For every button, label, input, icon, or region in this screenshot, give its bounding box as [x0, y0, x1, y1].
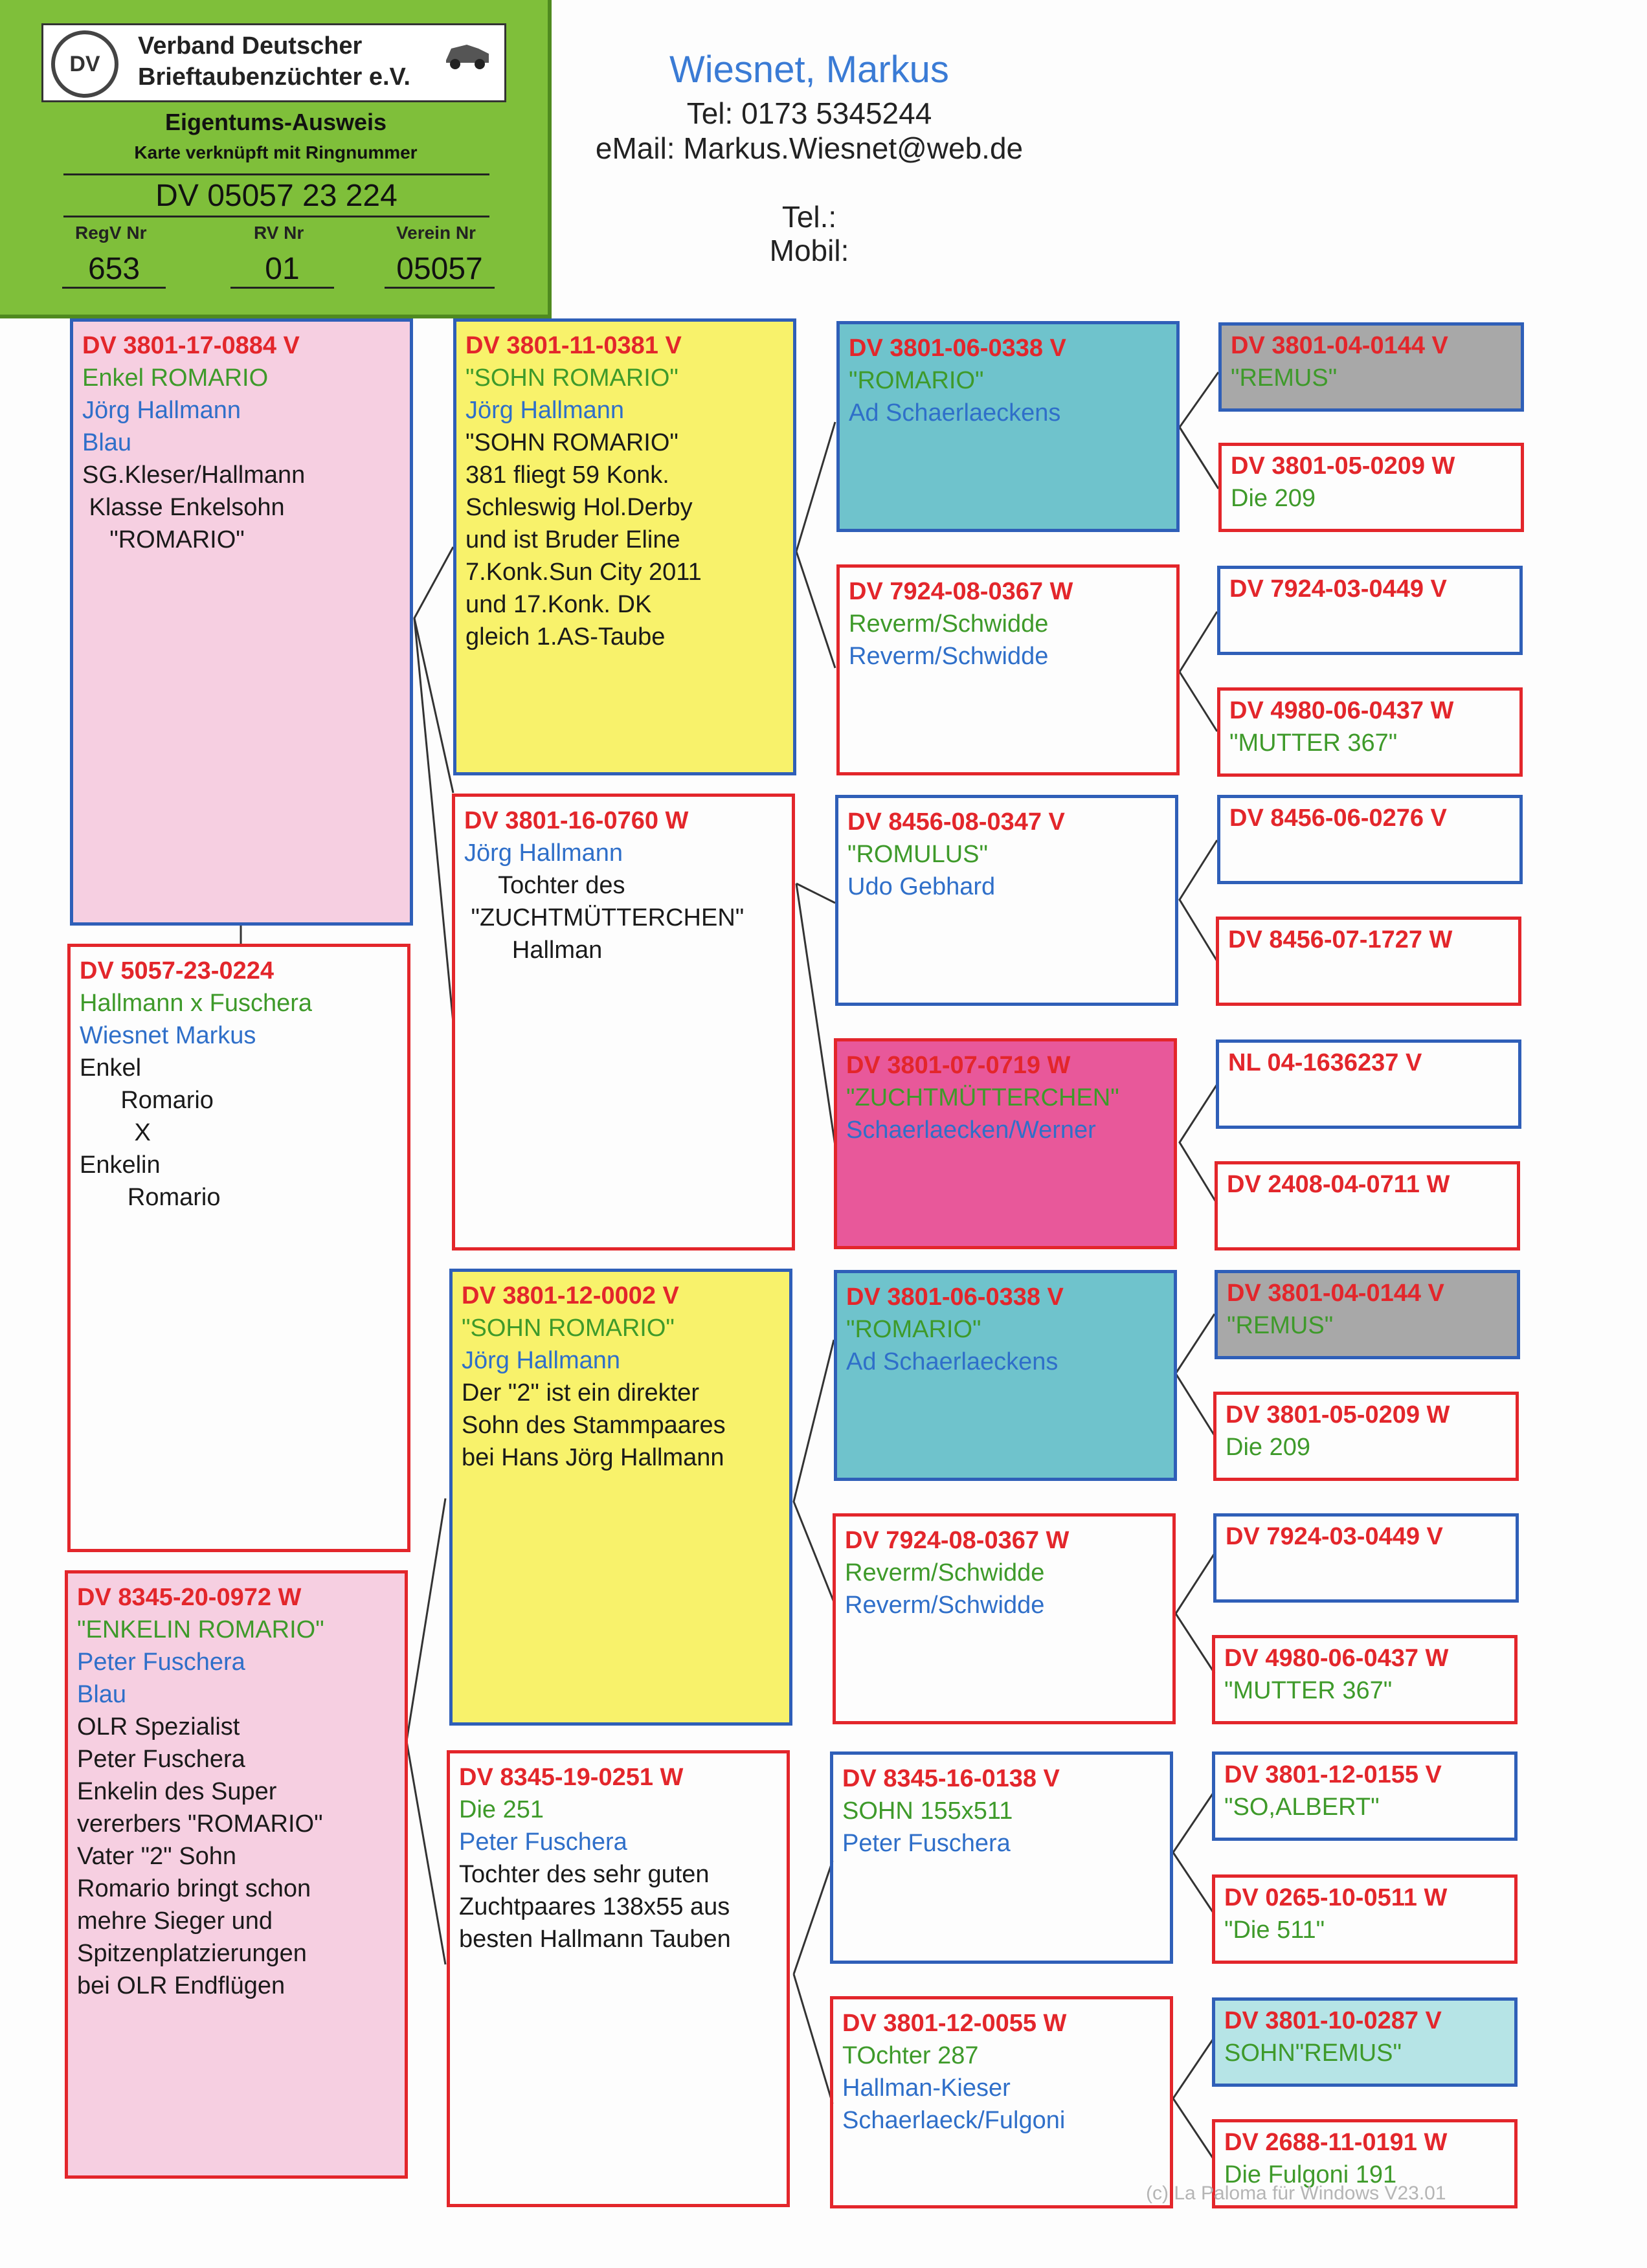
pedigree-box-g3-8	[830, 1996, 1173, 2208]
bird-name: "MUTTER 367"	[1229, 729, 1398, 757]
bird-name: "ENKELIN ROMARIO"	[77, 1616, 324, 1643]
note-line: "ROMARIO"	[82, 526, 245, 553]
ring-number: DV 0265-10-0511 W	[1224, 1884, 1448, 1911]
ring-number: DV 7924-03-0449 V	[1229, 575, 1447, 603]
pedigree-box-g4-4	[1217, 687, 1523, 777]
bird-name: Hallmann x Fuschera	[80, 990, 313, 1017]
car-icon	[442, 34, 493, 73]
bird-name: "REMUS"	[1227, 1312, 1334, 1339]
ring-number: DV 3801-12-0055 W	[842, 2010, 1067, 2037]
bird-name: "SOHN ROMARIO"	[465, 364, 678, 392]
note-line: SG.Kleser/Hallmann	[82, 461, 306, 489]
ring-number: DV 3801-06-0338 V	[849, 335, 1066, 362]
pedigree-box-g4-15	[1212, 1997, 1518, 2087]
rv-header: RV Nr	[254, 223, 304, 243]
pedigree-box-g4-7	[1216, 1040, 1521, 1129]
breeder: Jörg Hallmann	[464, 839, 623, 867]
bird-name: TOchter 287	[842, 2042, 979, 2069]
copyright-note: (c) La Paloma für Windows V23.01	[1146, 2183, 1446, 2204]
org-name-line2: Brieftaubenzüchter e.V.	[138, 63, 410, 91]
ring-number: DV 7924-03-0449 V	[1226, 1523, 1443, 1550]
note-line: Zuchtpaares 138x55 aus	[459, 1893, 730, 1920]
ring-number: DV 7924-08-0367 W	[849, 578, 1073, 605]
org-name-line1: Verband Deutscher	[138, 32, 363, 60]
breeder: Jörg Hallmann	[462, 1347, 620, 1374]
pedigree-box-g4-6	[1216, 917, 1521, 1006]
breeder: Schaerlaeck/Fulgoni	[842, 2107, 1066, 2134]
ring-number: DV 3801-16-0760 W	[464, 807, 689, 834]
ring-number: DV 2688-11-0191 W	[1224, 2129, 1448, 2156]
pedigree-box-g3-7	[830, 1751, 1173, 1964]
ring-number: DV 3801-04-0144 V	[1231, 332, 1448, 359]
pedigree-box-g4-8	[1215, 1161, 1520, 1251]
note-line: Enkelin des Super	[77, 1778, 277, 1805]
note-line: Der "2" ist ein direkter	[462, 1379, 699, 1406]
bird-name: Die 209	[1231, 485, 1316, 512]
dv-logo	[51, 30, 118, 98]
pedigree-box-mother-mother	[447, 1750, 790, 2207]
color: Blau	[77, 1681, 127, 1708]
pedigree-box-g3-4	[834, 1038, 1177, 1249]
note-line: OLR Spezialist	[77, 1713, 240, 1740]
pedigree-box-g4-12	[1212, 1635, 1518, 1724]
ring-number: DV 3801-07-0719 W	[846, 1052, 1071, 1079]
note-line: Enkelin	[80, 1151, 161, 1179]
bird-name: "REMUS"	[1231, 364, 1338, 392]
breeder: Schaerlaecken/Werner	[846, 1117, 1096, 1144]
card-title: Eigentums-Ausweis	[164, 109, 387, 135]
pedigree-box-g3-3	[835, 795, 1178, 1006]
ring-number: DV 8345-19-0251 W	[459, 1764, 684, 1791]
pedigree-box-g4-10	[1213, 1392, 1519, 1481]
bird-name: Reverm/Schwidde	[849, 610, 1049, 638]
pedigree-box-g4-3	[1217, 566, 1523, 655]
ring-number: DV 8345-20-0972 W	[77, 1584, 302, 1611]
note-line: und 17.Konk. DK	[465, 591, 652, 618]
note-line: bei OLR Endflügen	[77, 1972, 286, 1999]
bird-name: "ZUCHTMÜTTERCHEN"	[846, 1084, 1119, 1111]
pedigree-box-g3-2	[836, 564, 1180, 775]
breeder: Peter Fuschera	[77, 1649, 245, 1676]
pedigree-box-g3-6	[833, 1513, 1176, 1724]
ring-number: DV 3801-11-0381 V	[465, 332, 682, 359]
pedigree-box-g3-1	[836, 321, 1180, 532]
note-line: gleich 1.AS-Taube	[465, 623, 666, 650]
ring-number: DV 8345-16-0138 V	[842, 1765, 1060, 1792]
org-banner	[41, 23, 506, 102]
breeder: Peter Fuschera	[459, 1829, 627, 1856]
verein-header: Verein Nr	[396, 223, 476, 243]
bird-name: "SOHN ROMARIO"	[462, 1315, 675, 1342]
ring-number: DV 7924-08-0367 W	[845, 1527, 1070, 1554]
ring-number: DV 3801-05-0209 W	[1226, 1401, 1450, 1429]
breeder: Jörg Hallmann	[465, 397, 624, 424]
dv-logo-text: DV	[69, 51, 100, 76]
note-line: vererbers "ROMARIO"	[77, 1810, 323, 1838]
note-line: Peter Fuschera	[77, 1746, 245, 1773]
ownership-card	[0, 0, 552, 318]
bird-name: "MUTTER 367"	[1224, 1677, 1393, 1704]
org-name	[138, 30, 410, 93]
note-line: 7.Konk.Sun City 2011	[465, 559, 702, 586]
note-line: Romario	[80, 1087, 214, 1114]
ring-number: DV 8456-06-0276 V	[1229, 805, 1447, 832]
pedigree-box-g4-2	[1218, 443, 1524, 532]
ring-number: DV 3801-12-0002 V	[462, 1282, 679, 1309]
owner-tel: Tel: 0173 5345244	[686, 96, 932, 130]
bird-name: Reverm/Schwidde	[845, 1559, 1045, 1586]
pedigree-box-g4-13	[1212, 1751, 1518, 1841]
note-line: Sohn des Stammpaares	[462, 1412, 726, 1439]
pedigree-box-g4-14	[1212, 1874, 1518, 1964]
note-line: Romario	[80, 1184, 221, 1211]
owner-tel-2: Tel.:	[781, 200, 837, 234]
pedigree-box-g4-1	[1218, 322, 1524, 412]
owner-mobil: Mobil:	[769, 234, 849, 267]
ring-number: DV 3801-05-0209 W	[1231, 452, 1455, 480]
ring-number: DV 3801-17-0884 V	[82, 332, 300, 359]
ring-number: DV 05057 23 224	[63, 173, 489, 217]
note-line: und ist Bruder Eline	[465, 526, 680, 553]
note-line: Spitzenplatzierungen	[77, 1940, 307, 1967]
note-line: Tochter des	[464, 872, 625, 899]
note-line: mehre Sieger und	[77, 1907, 273, 1935]
card-subtitle: Karte verknüpft mit Ringnummer	[134, 142, 418, 162]
pedigree-box-g4-11	[1213, 1513, 1519, 1603]
ring-number: DV 3801-10-0287 V	[1224, 2007, 1442, 2034]
pedigree-box-father-father	[453, 318, 796, 775]
note-line: bei Hans Jörg Hallmann	[462, 1444, 724, 1471]
note-line: Schleswig Hol.Derby	[465, 494, 693, 521]
ring-number: DV 8456-08-0347 V	[847, 808, 1065, 836]
bird-name: SOHN 155x511	[842, 1797, 1013, 1825]
ring-number: NL 04-1636237 V	[1228, 1049, 1422, 1076]
bird-name: Die 251	[459, 1796, 544, 1823]
regv-value: 653	[62, 251, 166, 289]
bird-name: SOHN"REMUS"	[1224, 2040, 1402, 2067]
bird-name: Enkel ROMARIO	[82, 364, 269, 392]
bird-name: Die Fulgoni 191	[1224, 2161, 1397, 2188]
breeder: Udo Gebhard	[847, 873, 996, 900]
breeder: Wiesnet Markus	[80, 1022, 256, 1049]
breeder: Reverm/Schwidde	[845, 1592, 1045, 1619]
verein-value: 05057	[385, 251, 495, 289]
pedigree-box-subject	[67, 944, 410, 1552]
bird-name: "SO,ALBERT"	[1224, 1794, 1380, 1821]
breeder: Hallman-Kieser	[842, 2074, 1011, 2102]
note-line: Klasse Enkelsohn	[82, 494, 285, 521]
note-line: Enkel	[80, 1054, 142, 1082]
pedigree-box-g4-9	[1215, 1270, 1520, 1359]
note-line: "ZUCHTMÜTTERCHEN"	[464, 904, 745, 931]
note-line: Tochter des sehr guten	[459, 1861, 710, 1888]
ring-number: DV 2408-04-0711 W	[1227, 1171, 1450, 1198]
bird-name: "ROMARIO"	[846, 1316, 981, 1343]
note-line: 381 fliegt 59 Konk.	[465, 461, 669, 489]
ring-number: DV 5057-23-0224	[80, 957, 274, 984]
ring-number: DV 3801-04-0144 V	[1227, 1280, 1444, 1307]
pedigree-box-g4-5	[1217, 795, 1523, 884]
bird-name: "ROMARIO"	[849, 367, 984, 394]
ring-number: DV 4980-06-0437 W	[1224, 1645, 1449, 1672]
bird-name: Die 209	[1226, 1434, 1310, 1461]
owner-email: eMail: Markus.Wiesnet@web.de	[595, 131, 1024, 165]
breeder: Ad Schaerlaeckens	[849, 399, 1061, 427]
ring-number: DV 4980-06-0437 W	[1229, 697, 1454, 724]
note-line: X	[80, 1119, 151, 1146]
note-line: Romario bringt schon	[77, 1875, 311, 1902]
rv-value: 01	[230, 251, 334, 289]
pedigree-box-father	[70, 318, 413, 926]
breeder: Jörg Hallmann	[82, 397, 241, 424]
note-line: "SOHN ROMARIO"	[465, 429, 678, 456]
note-line: Vater "2" Sohn	[77, 1843, 236, 1870]
breeder: Peter Fuschera	[842, 1830, 1011, 1857]
color: Blau	[82, 429, 132, 456]
regv-header: RegV Nr	[75, 223, 147, 243]
note-line: besten Hallmann Tauben	[459, 1926, 731, 1953]
pedigree-box-mother-father	[449, 1269, 792, 1726]
ring-number: DV 3801-06-0338 V	[846, 1284, 1064, 1311]
pedigree-box-mother	[65, 1570, 408, 2179]
note-line: Hallman	[464, 937, 603, 964]
breeder: Ad Schaerlaeckens	[846, 1348, 1059, 1375]
pedigree-box-father-mother	[452, 794, 795, 1251]
owner-name: Wiesnet, Markus	[669, 49, 949, 91]
pedigree-box-g3-5	[834, 1270, 1177, 1481]
breeder: Reverm/Schwidde	[849, 643, 1049, 670]
ring-number: DV 3801-12-0155 V	[1224, 1761, 1442, 1788]
bird-name: "ROMULUS"	[847, 841, 988, 868]
bird-name: "Die 511"	[1224, 1917, 1325, 1944]
ring-number: DV 8456-07-1727 W	[1228, 926, 1453, 953]
